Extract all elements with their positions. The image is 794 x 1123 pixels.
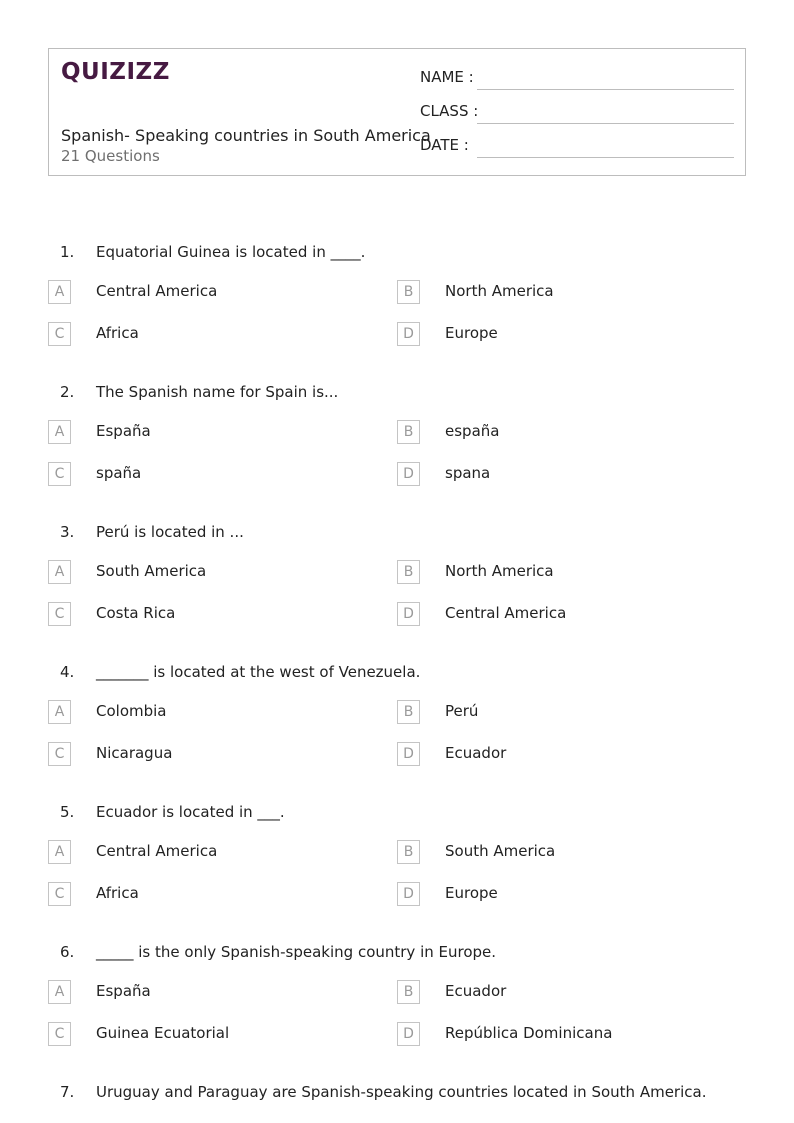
question-number: 1. — [60, 243, 75, 261]
class-label: CLASS : — [420, 102, 479, 120]
option-letter-box: A — [48, 840, 71, 864]
option-letter-box: D — [397, 882, 420, 906]
question-text: _____ is the only Spanish-speaking country in Europe. — [96, 943, 497, 961]
option-letter-box: C — [48, 462, 71, 486]
question-5 — [0, 803, 794, 943]
option-text: Colombia — [96, 702, 167, 720]
question-7 — [0, 1083, 794, 1113]
question-number: 4. — [60, 663, 75, 681]
option-letter-box: A — [48, 980, 71, 1004]
question-text: _______ is located at the west of Venezuela. — [96, 663, 421, 681]
option-letter-box: D — [397, 602, 420, 626]
option-text: Africa — [96, 884, 139, 902]
option-letter-box: B — [397, 840, 420, 864]
question-2 — [0, 383, 794, 523]
name-line[interactable] — [477, 89, 734, 90]
quizizz-logo: QUIZIZZ — [61, 59, 170, 85]
date-field[interactable] — [420, 136, 734, 160]
option-text: Guinea Ecuatorial — [96, 1024, 230, 1042]
question-text: Equatorial Guinea is located in ____. — [96, 243, 366, 261]
question-text: The Spanish name for Spain is... — [96, 383, 339, 401]
option-text: España — [96, 982, 151, 1000]
option-letter-box: C — [48, 742, 71, 766]
option-letter-box: D — [397, 742, 420, 766]
option-letter-box: C — [48, 602, 71, 626]
option-text: Perú — [445, 702, 479, 720]
question-3 — [0, 523, 794, 663]
option-letter-box: A — [48, 420, 71, 444]
option-text: South America — [445, 842, 556, 860]
worksheet-title: Spanish- Speaking countries in South America — [61, 126, 431, 145]
option-letter-box: B — [397, 560, 420, 584]
option-text: Africa — [96, 324, 139, 342]
name-field[interactable] — [420, 68, 734, 92]
option-text: españa — [445, 422, 500, 440]
option-text: Costa Rica — [96, 604, 176, 622]
option-letter-box: B — [397, 280, 420, 304]
option-letter-box: D — [397, 1022, 420, 1046]
option-text: Nicaragua — [96, 744, 173, 762]
question-text: Uruguay and Paraguay are Spanish-speaking countries located in South America. — [96, 1083, 707, 1101]
date-label: DATE : — [420, 136, 469, 154]
option-letter-box: B — [397, 700, 420, 724]
question-number: 7. — [60, 1083, 75, 1101]
option-text: Europe — [445, 884, 498, 902]
option-text: Europe — [445, 324, 498, 342]
option-letter-box: A — [48, 700, 71, 724]
worksheet-header — [48, 48, 746, 176]
option-letter-box: B — [397, 420, 420, 444]
option-letter-box: C — [48, 882, 71, 906]
question-4 — [0, 663, 794, 803]
question-text: Perú is located in ... — [96, 523, 244, 541]
option-text: spaña — [96, 464, 142, 482]
option-text: Central America — [96, 842, 218, 860]
option-text: North America — [445, 562, 554, 580]
option-text: República Dominicana — [445, 1024, 613, 1042]
class-line[interactable] — [477, 123, 734, 124]
class-field[interactable] — [420, 102, 734, 126]
question-1 — [0, 243, 794, 383]
question-text: Ecuador is located in ___. — [96, 803, 285, 821]
option-letter-box: D — [397, 322, 420, 346]
option-text: Ecuador — [445, 744, 507, 762]
option-text: España — [96, 422, 151, 440]
date-line[interactable] — [477, 157, 734, 158]
option-letter-box: C — [48, 322, 71, 346]
option-letter-box: C — [48, 1022, 71, 1046]
question-number: 2. — [60, 383, 75, 401]
question-count: 21 Questions — [61, 147, 160, 165]
option-text: Central America — [445, 604, 567, 622]
question-number: 5. — [60, 803, 75, 821]
option-letter-box: A — [48, 560, 71, 584]
option-letter-box: D — [397, 462, 420, 486]
question-6 — [0, 943, 794, 1083]
question-number: 3. — [60, 523, 75, 541]
question-number: 6. — [60, 943, 75, 961]
option-letter-box: B — [397, 980, 420, 1004]
option-text: spana — [445, 464, 491, 482]
option-text: Central America — [96, 282, 218, 300]
name-label: NAME : — [420, 68, 474, 86]
option-text: South America — [96, 562, 207, 580]
option-text: Ecuador — [445, 982, 507, 1000]
option-text: North America — [445, 282, 554, 300]
option-letter-box: A — [48, 280, 71, 304]
